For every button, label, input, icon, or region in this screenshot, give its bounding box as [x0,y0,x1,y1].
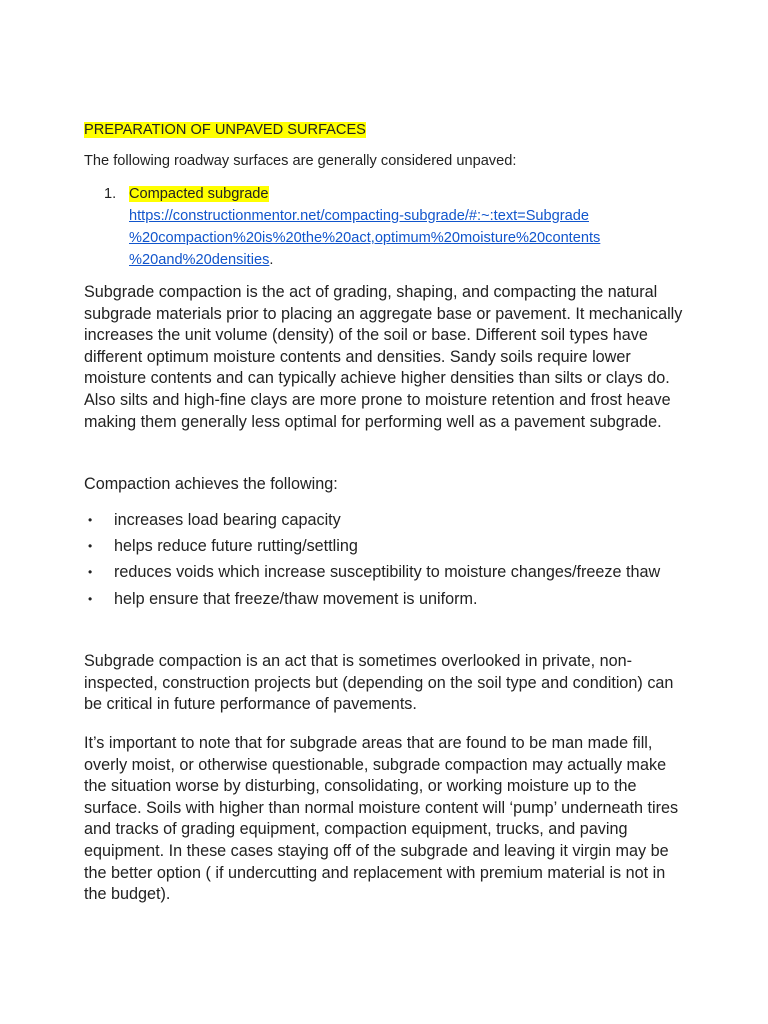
bullet-item [84,562,684,584]
heading-highlight: PREPARATION OF UNPAVED SURFACES [84,122,366,138]
bullet-text: increases load bearing capacity [114,511,341,529]
list-number: 1. [104,186,117,202]
reference-link[interactable] [129,205,664,268]
bullet-list [84,510,684,615]
paragraph-caution: It’s important to note that for subgrade areas that are found to be man made fill, overly moist, or otherwise questionable, subgrade compaction may actually make the situation worse by disturbing, consolidating, or working moisture up to the surface. Soils with higher than normal moisture content will ‘pump’ underneath tires and tracks of grading equipment, compaction equipment, trucks, and paving equipment. In these cases staying off of the subgrade and leaving it virgin may be the better option ( if undercutting and replacement with premium material is not in the budget). [84,734,679,904]
link-line: https://constructionmentor.net/compacting-subgrade/#:~:text=Subgrade [129,208,589,224]
bullet-text: helps reduce future rutting/settling [114,537,358,556]
paragraph-compaction-intro: Compaction achieves the following: [84,475,338,493]
link-line: %20and%20densities [129,252,270,268]
bullet-item [84,589,684,611]
section-heading [84,119,366,141]
list-item-body [129,183,664,271]
intro-text: The following roadway surfaces are generally considered unpaved: [84,153,517,169]
bullet-item [84,510,684,532]
bullet-text: reduces voids which increase susceptibility to moisture changes/freeze thaw [114,563,661,582]
bullet-item [84,536,684,558]
bullet-marker: • [88,565,93,580]
paragraph-definition: Subgrade compaction is the act of grading, shaping, and compacting the natural subgrade materials prior to placing an aggregate base or pavement. It mechanically increases the unit volume (density) of the soil or base. Different soil types have different optimum moisture contents and densities. Sandy soils require lower moisture contents and can typically achieve higher densities than silts or clays do. Also silts and high-fine clays are more prone to moisture retention and frost heave making them generally less optimal for performing well as a pavement subgrade. [84,283,683,431]
numbered-list-item [104,183,664,271]
link-suffix: . [269,252,274,268]
bullet-marker: • [88,591,93,606]
numbered-list [104,183,664,271]
bullet-text: help ensure that freeze/thaw movement is uniform. [114,589,478,608]
bullet-marker: • [88,539,93,554]
paragraph-overlooked: Subgrade compaction is an act that is sometimes overlooked in private, non-inspected, construction projects but (depending on the soil type and condition) can be critical in future performance of pavements. [84,652,674,714]
link-line: %20compaction%20is%20the%20act,optimum%20moisture%20contents [129,230,601,246]
bullet-marker: • [88,513,93,527]
item-title: Compacted subgrade [129,186,269,202]
